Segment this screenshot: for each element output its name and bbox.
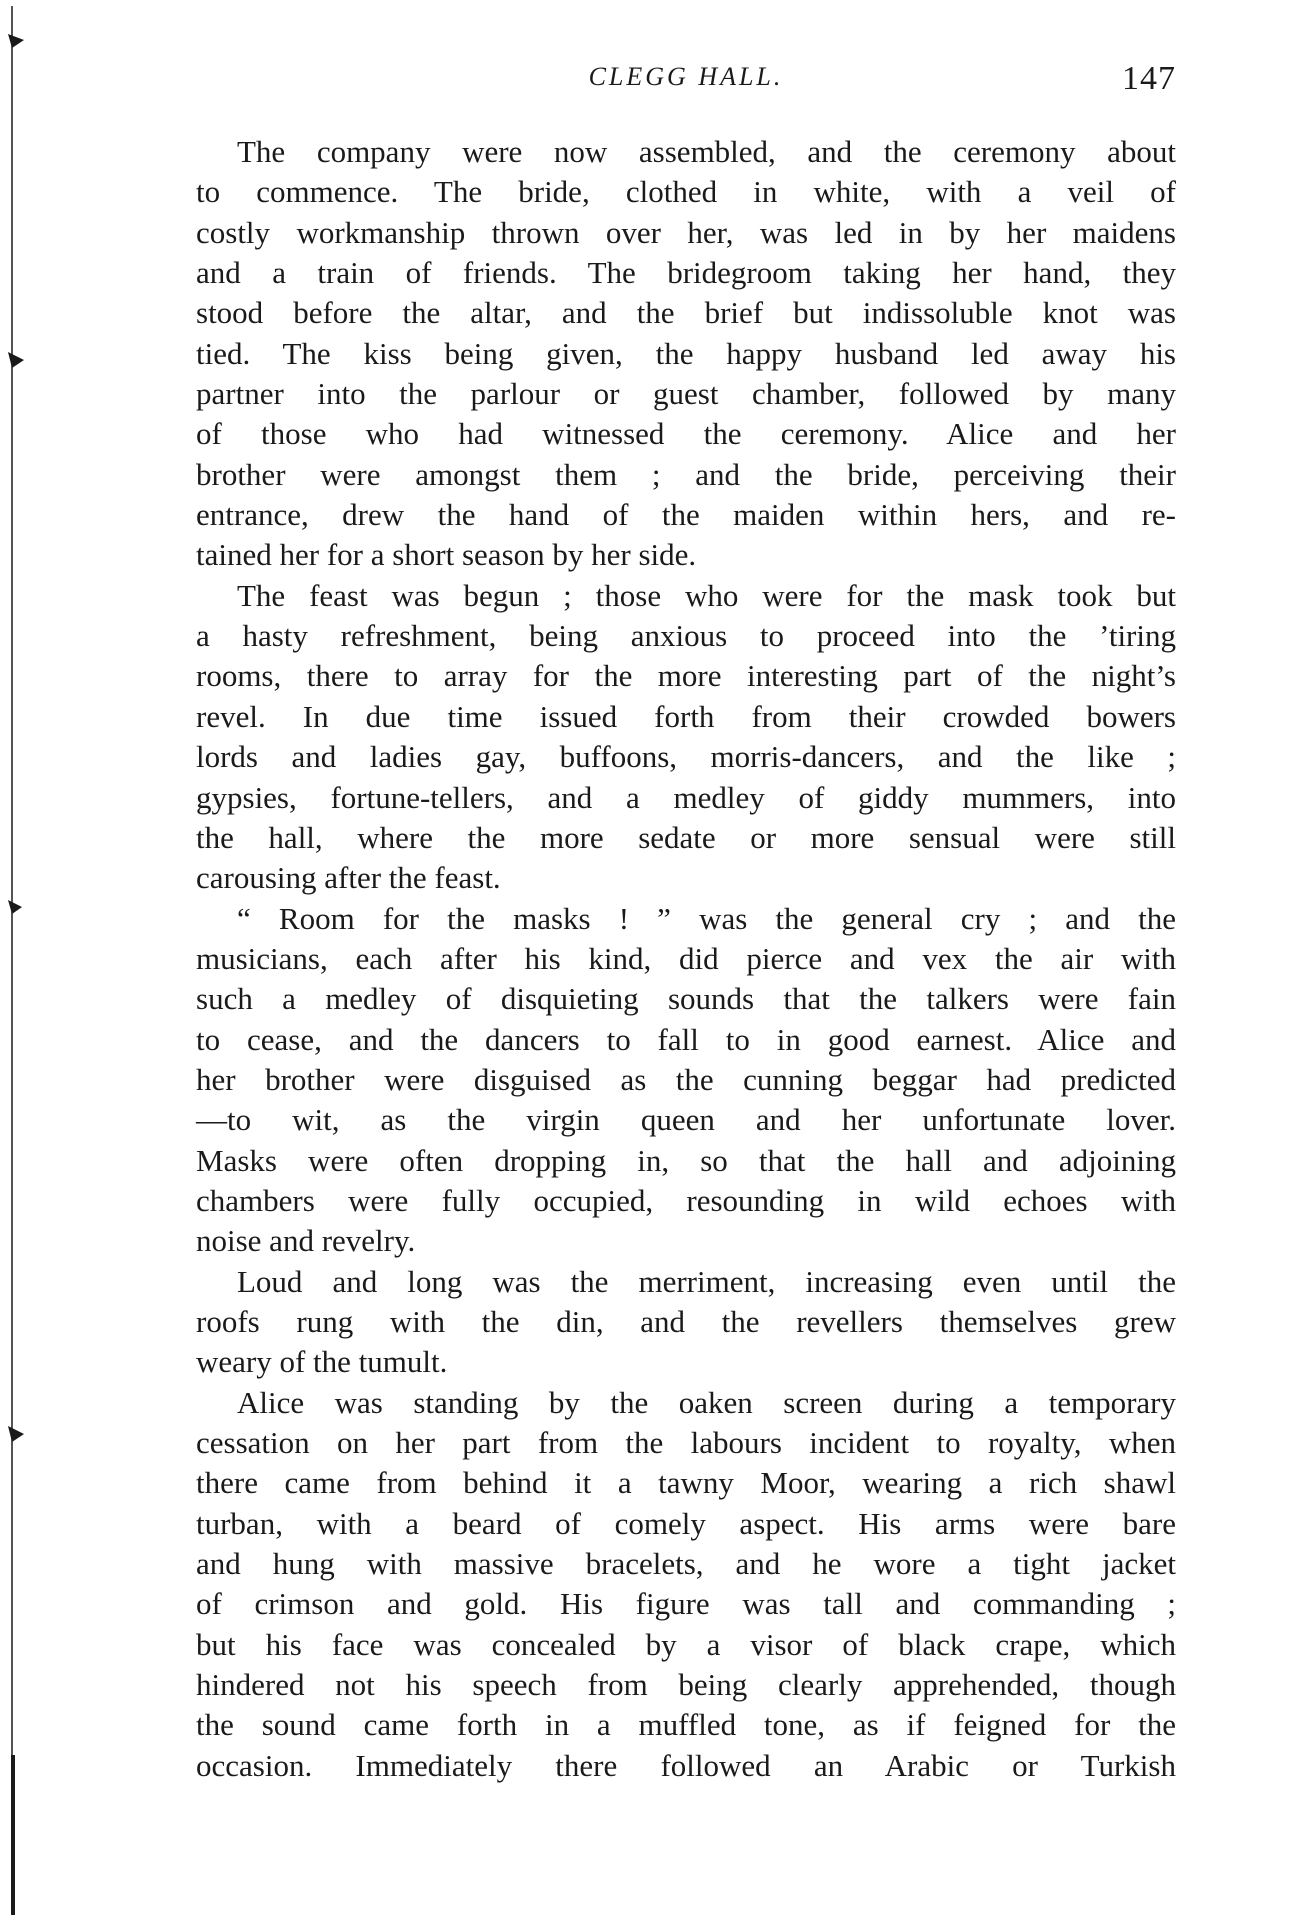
text-line: of crimson and gold. His figure was tall and commanding ; — [196, 1586, 1176, 1622]
text-line: partner into the parlour or guest chamber, followed by many — [196, 376, 1176, 412]
binding-edge-marks — [8, 0, 42, 1923]
text-line: entrance, drew the hand of the maiden within hers, and re- — [196, 497, 1176, 533]
text-line: —to wit, as the virgin queen and her unfortunate lover. — [196, 1102, 1176, 1138]
text-line: of those who had witnessed the ceremony. Alice and her — [196, 416, 1176, 452]
text-line: but his face was concealed by a visor of black crape, which — [196, 1626, 1176, 1662]
text-line: a hasty refreshment, being anxious to proceed into the ’tiring — [196, 618, 1176, 654]
text-line: weary of the tumult. — [196, 1344, 448, 1380]
text-line: costly workmanship thrown over her, was led in by her maidens — [196, 214, 1176, 250]
text-line: tained her for a short season by her side. — [196, 537, 697, 573]
text-line: “ Room for the masks ! ” was the general cry ; and the — [237, 900, 1176, 936]
running-title: CLEGG HALL. — [588, 62, 784, 91]
text-line: noise and revelry. — [196, 1223, 416, 1259]
text-line: rooms, there to array for the more interesting part of the night’s — [196, 658, 1176, 694]
text-line: Alice was standing by the oaken screen during a temporary — [237, 1384, 1176, 1420]
text-line: occasion. Immediately there followed an Arabic or Turkish — [196, 1747, 1176, 1783]
text-line: there came from behind it a tawny Moor, wearing a rich shawl — [196, 1465, 1176, 1501]
text-line: Masks were often dropping in, so that the hall and adjoining — [196, 1142, 1176, 1178]
text-line: the hall, where the more sedate or more sensual were still — [196, 819, 1176, 855]
text-line: to commence. The bride, clothed in white, with a veil of — [196, 174, 1176, 210]
body-text — [196, 132, 1176, 1786]
text-line: lords and ladies gay, buffoons, morris-dancers, and the like ; — [196, 739, 1176, 775]
text-line: roofs rung with the din, and the revellers themselves grew — [196, 1303, 1176, 1339]
text-line: revel. In due time issued forth from their crowded bowers — [196, 698, 1176, 734]
paragraph-5 — [196, 1383, 1176, 1786]
binding-edge — [8, 0, 42, 1923]
paragraph-4 — [196, 1262, 1176, 1383]
text-line: her brother were disguised as the cunning beggar had predicted — [196, 1061, 1176, 1097]
text-line: the sound came forth in a muffled tone, as if feigned for the — [196, 1707, 1176, 1743]
text-line: The feast was begun ; those who were for the mask took but — [237, 577, 1176, 613]
paragraph-3 — [196, 899, 1176, 1262]
text-line: and a train of friends. The bridegroom taking her hand, they — [196, 255, 1176, 291]
text-line: carousing after the feast. — [196, 860, 501, 896]
paragraph-2 — [196, 576, 1176, 899]
text-line: musicians, each after his kind, did pierce and vex the air with — [196, 940, 1176, 976]
text-line: gypsies, fortune-tellers, and a medley of giddy mummers, into — [196, 779, 1176, 815]
text-line: stood before the altar, and the brief but indissoluble knot was — [196, 295, 1176, 331]
page-number: 147 — [1122, 60, 1176, 97]
text-line: The company were now assembled, and the ceremony about — [237, 134, 1176, 169]
text-line: cessation on her part from the labours incident to royalty, when — [196, 1425, 1176, 1460]
text-line: turban, with a beard of comely aspect. His arms were bare — [196, 1505, 1176, 1541]
paragraph-1 — [196, 132, 1176, 576]
running-head — [196, 62, 1176, 106]
text-line: hindered not his speech from being clearly apprehended, though — [196, 1667, 1176, 1703]
text-line: and hung with massive bracelets, and he wore a tight jacket — [196, 1546, 1176, 1582]
text-line: to cease, and the dancers to fall to in good earnest. Alice and — [196, 1021, 1176, 1057]
text-line: brother were amongst them ; and the bride, perceiving their — [196, 456, 1176, 492]
text-line: chambers were fully occupied, resounding in wild echoes with — [196, 1182, 1176, 1218]
text-line: such a medley of disquieting sounds that the talkers were fain — [196, 981, 1176, 1017]
text-line: Loud and long was the merriment, increasing even until the — [237, 1263, 1176, 1299]
text-line: tied. The kiss being given, the happy husband led away his — [196, 335, 1176, 371]
